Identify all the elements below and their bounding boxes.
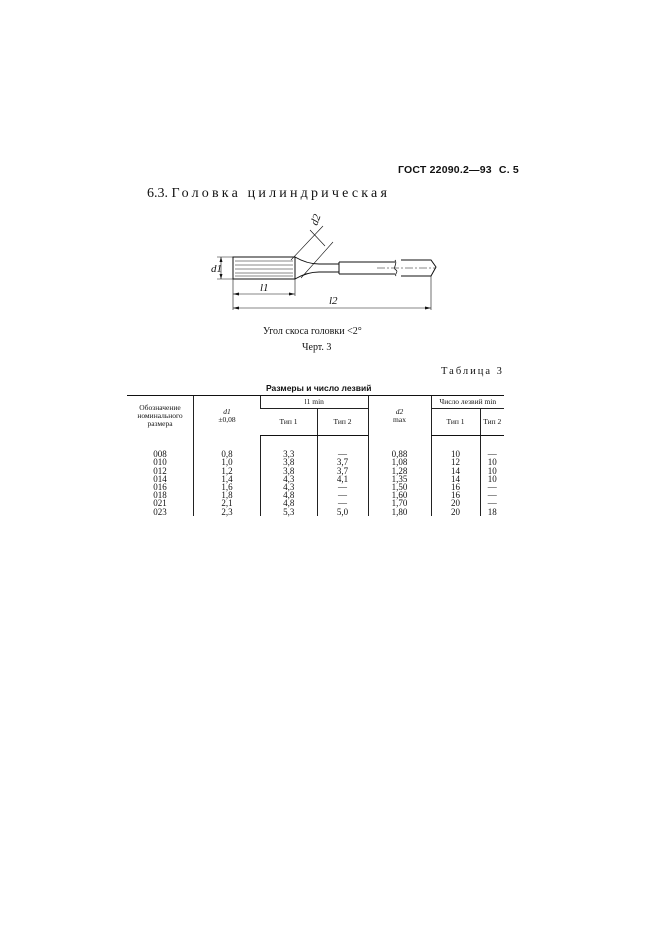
header-blades-type1: Тип 1 [431, 409, 480, 436]
header-d2-symbol: d2 [395, 406, 404, 416]
cell-designation: 021 [153, 498, 167, 509]
header-designation: Обозначение номинального размера [127, 396, 194, 436]
shank-outline [339, 262, 395, 274]
header-l1-type1: Тип 1 [261, 409, 318, 436]
cell-blades-type2: — [480, 436, 504, 459]
section-heading [147, 186, 390, 202]
cell-l1-type1: 5,3 [261, 508, 318, 516]
cell-l1-type2: 5,0 [317, 508, 368, 516]
cell-blades-type1: 16 [431, 491, 480, 499]
cell-d1: 2,1 [194, 499, 261, 507]
cell-l1-type2: 3,7 [317, 467, 368, 475]
cell-blades-type1: 12 [431, 458, 480, 466]
cell-blades-type1: 16 [431, 483, 480, 491]
cell-l1-type1: 3,3 [261, 436, 318, 459]
table-row [127, 475, 504, 483]
cell-l1-type2: — [317, 436, 368, 459]
cell-d2: 1,28 [368, 467, 431, 475]
cell-blades-type2: — [480, 483, 504, 491]
cell-d1: 0,8 [194, 436, 261, 459]
cell-blades-type2: 10 [480, 458, 504, 466]
cell-l1-type1: 4,8 [261, 499, 318, 507]
cell-d2: 1,35 [368, 475, 431, 483]
section-title: Головка цилиндрическая [171, 186, 391, 201]
cell-d2: 1,08 [368, 458, 431, 466]
table-row [127, 508, 504, 516]
cell-blades-type2: 10 [480, 467, 504, 475]
header-d2-max: max [393, 414, 406, 424]
table-label: Таблица 3 [441, 366, 504, 377]
page-number: С. 5 [498, 164, 519, 176]
header-d1-symbol: d1 [223, 406, 231, 416]
cell-l1-type1: 4,3 [261, 483, 318, 491]
cell-d1: 1,8 [194, 491, 261, 499]
cell-l1-type2: — [317, 499, 368, 507]
cell-blades-type2: 10 [480, 475, 504, 483]
cell-l1-type2: — [317, 491, 368, 499]
cell-blades-type1: 10 [431, 436, 480, 459]
cell-d1: 1,0 [194, 458, 261, 466]
cell-blades-type2: — [480, 491, 504, 499]
header-l1-type2: Тип 2 [317, 409, 368, 436]
table-row [127, 436, 504, 459]
cell-designation: 023 [153, 506, 167, 517]
d1-label: d1 [211, 263, 222, 275]
cell-l1-type1: 4,3 [261, 475, 318, 483]
section-number: 6.3. [147, 186, 168, 201]
header-d2 [368, 396, 431, 436]
cell-l1-type1: 3,8 [261, 467, 318, 475]
cell-l1-type2: 3,7 [317, 458, 368, 466]
cell-blades-type2: 18 [480, 508, 504, 516]
cell-blades-type1: 14 [431, 475, 480, 483]
header-l1: l1 min [261, 396, 369, 409]
figure-caption: Черт. 3 [302, 342, 332, 353]
table-row [127, 491, 504, 499]
table-row [127, 467, 504, 475]
angle-caption: Угол скоса головки <2° [263, 326, 362, 337]
cell-d2: 1,60 [368, 491, 431, 499]
cell-d2: 1,50 [368, 483, 431, 491]
header-d1-tolerance: ±0,08 [218, 414, 236, 424]
table-row [127, 458, 504, 466]
d2-label: d2 [308, 212, 324, 228]
cell-d1: 1,6 [194, 483, 261, 491]
cell-l1-type2: 4,1 [317, 475, 368, 483]
cell-d1: 1,4 [194, 475, 261, 483]
cell-blades-type2: — [480, 499, 504, 507]
cell-l1-type1: 3,8 [261, 458, 318, 466]
cell-d2: 1,70 [368, 499, 431, 507]
head-hatching [235, 261, 293, 276]
l1-label: l1 [260, 282, 269, 294]
header-blades: Число лезвий min [431, 396, 504, 409]
page-header [398, 164, 523, 176]
cylinder-head [233, 257, 295, 279]
d2-leader-line [291, 226, 323, 260]
head-drawing [205, 212, 445, 322]
cell-designation: 008 [153, 449, 167, 459]
cell-designation: 010 [153, 457, 167, 468]
cell-d1: 1,2 [194, 467, 261, 475]
cell-designation: 018 [153, 490, 167, 501]
l2-label: l2 [329, 295, 338, 307]
cell-designation: 012 [153, 465, 167, 476]
table-row [127, 499, 504, 507]
cell-d2: 0,88 [368, 436, 431, 459]
dimensions-table [127, 395, 504, 516]
cell-designation: 014 [153, 473, 167, 484]
cell-d1: 2,3 [194, 508, 261, 516]
standard-number: ГОСТ 22090.2—93 [398, 164, 492, 176]
header-d1 [194, 396, 261, 436]
cell-l1-type2: — [317, 483, 368, 491]
table-row [127, 483, 504, 491]
cell-l1-type1: 4,8 [261, 491, 318, 499]
cell-designation: 016 [153, 482, 167, 493]
cell-blades-type1: 20 [431, 508, 480, 516]
header-blades-type2: Тип 2 [480, 409, 504, 436]
cell-blades-type1: 14 [431, 467, 480, 475]
cell-d2: 1,80 [368, 508, 431, 516]
table-title: Размеры и число лезвий [266, 383, 372, 393]
cell-blades-type1: 20 [431, 499, 480, 507]
